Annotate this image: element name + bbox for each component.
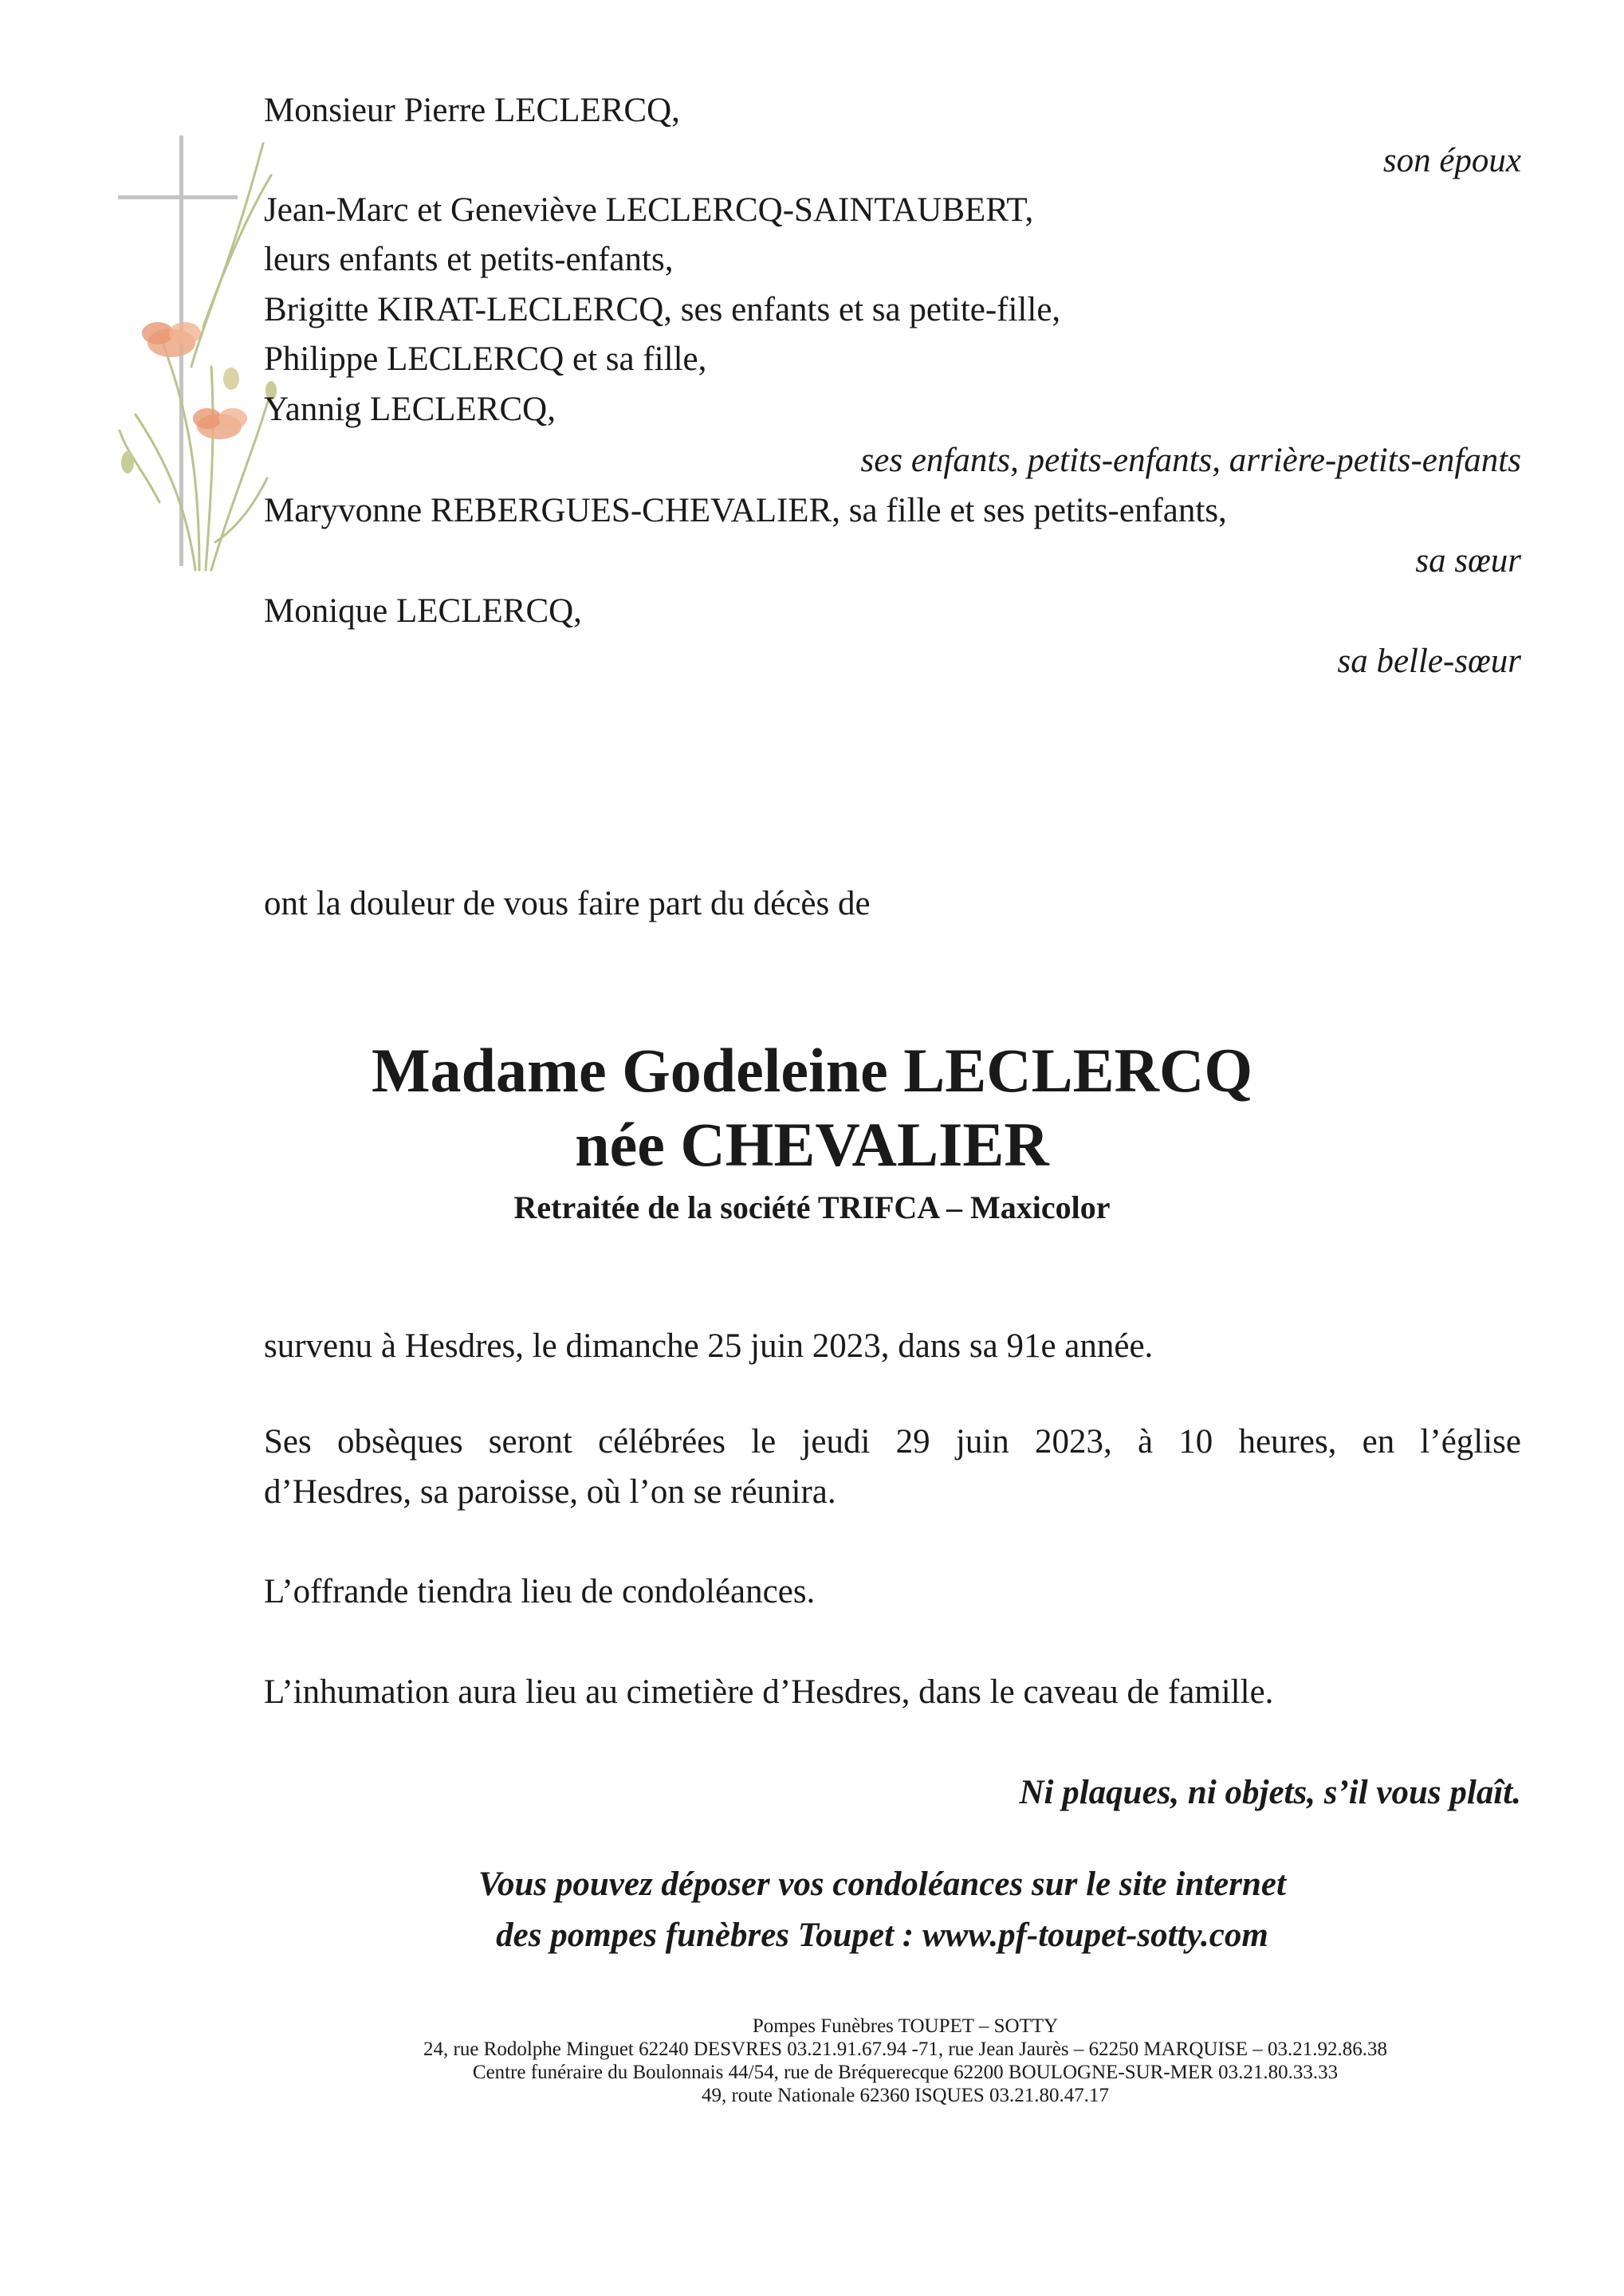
death-details: survenu à Hesdres, le dimanche 25 juin 2023, dans sa 91e année. — [264, 1327, 1154, 1365]
footer-company: Pompes Funèbres TOUPET – SOTTY — [752, 2015, 1059, 2037]
online-condolences-line-2: des pompes funèbres Toupet : www.pf-toupet-sotty.com — [496, 1917, 1268, 1954]
footer-address-1: 24, rue Rodolphe Minguet 62240 DESVRES 03.21.91.67.94 -71, rue Jean Jaurès – 62250 MARQUISE – 03.21.92.86.38 — [423, 2038, 1387, 2060]
child-line-4: Philippe LECLERCQ et sa fille, — [264, 340, 707, 378]
spouse-name: Monsieur Pierre LECLERCQ, — [264, 92, 680, 129]
poppy-stems-icon — [120, 144, 271, 570]
child-line-2: leurs enfants et petits-enfants, — [264, 241, 674, 278]
online-condolences-line-1: Vous pouvez déposer vos condoléances sur le site internet — [478, 1866, 1286, 1903]
no-plaques-note: Ni plaques, ni objets, s’il vous plaît. — [1019, 1774, 1521, 1811]
funeral-details-line-2: d’Hesdres, sa paroisse, où l’on se réunira. — [264, 1473, 836, 1511]
sister-in-law-role: sa belle-sœur — [1337, 643, 1521, 680]
spouse-role: son époux — [1382, 142, 1521, 179]
sister-role: sa sœur — [1415, 542, 1521, 580]
child-line-1: Jean-Marc et Geneviève LECLERCQ-SAINTAUBERT, — [264, 191, 1034, 229]
footer-address-3: 49, route Nationale 62360 ISQUES 03.21.80.47.17 — [701, 2085, 1110, 2106]
deceased-maiden-name: née CHEVALIER — [575, 1110, 1049, 1179]
sister-in-law-name: Monique LECLERCQ, — [264, 592, 582, 630]
deceased-occupation: Retraitée de la société TRIFCA – Maxicolor — [513, 1189, 1111, 1225]
child-line-3: Brigitte KIRAT-LECLERCQ, ses enfants et sa petite-fille, — [264, 291, 1061, 328]
burial-details: L’inhumation aura lieu au cimetière d’Hesdres, dans le caveau de famille. — [264, 1673, 1274, 1711]
footer-address-2: Centre funéraire du Boulonnais 44/54, rue de Bréquerecque 62200 BOULOGNE-SUR-MER 03.21.80.33.33 — [472, 2062, 1339, 2083]
funeral-details-line-1: Ses obsèques seront célébrées le jeudi 29 juin 2023, à 10 heures, en l’église — [264, 1423, 1521, 1461]
children-role: ses enfants, petits-enfants, arrière-petits-enfants — [860, 442, 1521, 479]
offering-note: L’offrande tiendra lieu de condoléances. — [264, 1573, 816, 1610]
announcement-text: ont la douleur de vous faire part du décès de — [264, 885, 871, 922]
sister-name: Maryvonne REBERGUES-CHEVALIER, sa fille et ses petits-enfants, — [264, 492, 1227, 529]
child-line-5: Yannig LECLERCQ, — [264, 391, 556, 428]
deceased-name: Madame Godeleine LECLERCQ — [372, 1036, 1252, 1105]
